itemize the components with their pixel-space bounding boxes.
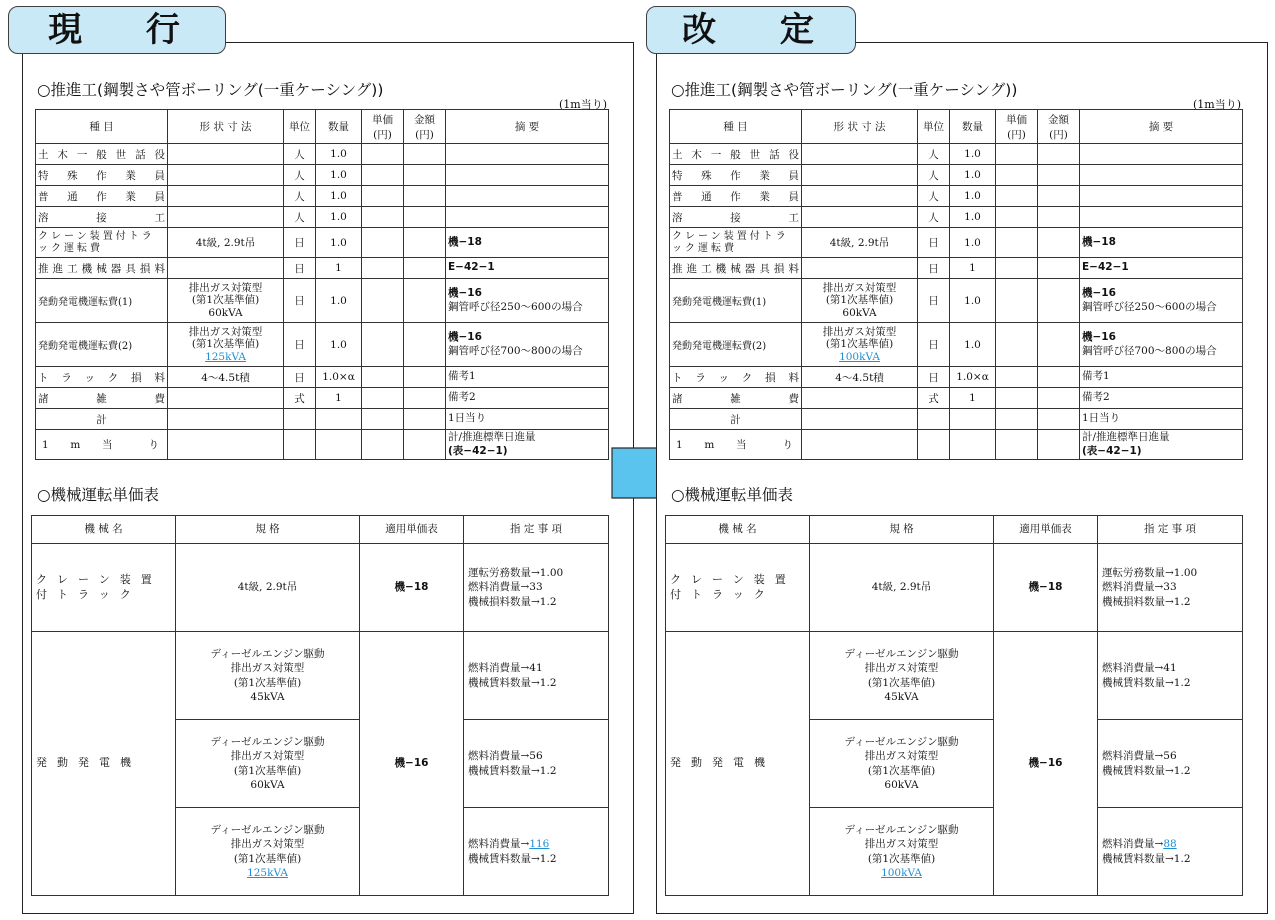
qty: 1.0 [950,279,996,323]
remark-text: 1日当り [1080,409,1243,430]
unit: 日 [284,228,316,258]
machine-name: 発動発電機 [32,632,176,896]
table-row [36,165,609,186]
header-spec: 形 状 寸 法 [168,110,284,144]
spec-line: 60kVA [884,778,919,791]
qty: 1 [950,258,996,279]
remark-text: 1日当り [446,409,609,430]
qty: 1.0 [316,144,362,165]
table-row [36,144,609,165]
machine-name: 発動発電機 [666,632,810,896]
unit: 日 [284,258,316,279]
header-unit: 単位 [918,110,950,144]
item-name: 溶接工 [36,207,168,228]
qty: 1.0 [950,207,996,228]
table-row [670,207,1243,228]
unit: 人 [284,165,316,186]
note: 燃料消費量→33 [468,581,543,594]
cost-table [669,109,1243,460]
unit: 人 [918,207,950,228]
note: 燃料消費量→41 [1102,662,1177,675]
remark-text: 鋼管呼び径250〜600の場合 [1082,300,1217,313]
header-specified: 指 定 事 項 [1098,516,1243,544]
revised-panel [656,42,1268,914]
header-amount: 金額(円) [404,110,446,144]
note: 運転労務数量→1.00 [1102,567,1198,580]
item-name: 計 [670,409,802,430]
section1-title: ○推進工(鋼製さや管ボーリング(一重ケーシング)) [37,81,384,99]
note: 燃料消費量→56 [468,750,543,763]
remark-text: 計/推進標準日進量 [1082,431,1170,444]
header-remark: 摘 要 [446,110,609,144]
spec-line: 排出ガス対策型 [864,838,939,851]
table-row [36,367,609,388]
machine-rate-table [665,515,1243,896]
table-row [32,544,609,632]
remark-text: 備考2 [1080,388,1243,409]
header-unit-price: 単価(円) [362,110,404,144]
unit: 日 [918,323,950,367]
spec-line: (第1次基準値) [825,294,894,307]
unit: 式 [284,388,316,409]
item-name: 特殊作業員 [36,165,168,186]
table-row [36,186,609,207]
note: 運転労務数量→1.00 [468,567,564,580]
note: 機械賃料数量→1.2 [468,852,557,865]
header-specified: 指 定 事 項 [464,516,609,544]
item-name: 推進工機械器具損料 [670,258,802,279]
table-row [36,207,609,228]
qty: 1.0×α [950,367,996,388]
table-row [670,144,1243,165]
note: 機械賃料数量→1.2 [468,676,557,689]
table-row [36,323,609,367]
spec-line: 60kVA [208,306,243,319]
note: 燃料消費量→ [1102,838,1164,851]
qty: 1 [316,388,362,409]
item-name: 諸雑費 [670,388,802,409]
remark-text: 計/推進標準日進量 [448,431,536,444]
spec-line: (第1次基準値) [233,764,302,777]
qty: 1.0×α [316,367,362,388]
item-name: トラック損料 [670,367,802,388]
rate-table-ref: 機−16 [994,632,1098,896]
qty: 1 [950,388,996,409]
unit: 人 [918,144,950,165]
header-spec: 形 状 寸 法 [802,110,918,144]
remark-ref: (表−42−1) [1082,444,1142,457]
header-qty: 数量 [950,110,996,144]
section2-title: ○機械運転単価表 [671,486,794,504]
table-row [32,632,609,720]
table-row [36,388,609,409]
remark-text: 備考1 [1080,367,1243,388]
table-header-row [36,110,609,144]
header-item: 種 目 [670,110,802,144]
spec-line: 45kVA [884,690,919,703]
table-row [670,323,1243,367]
qty: 1.0 [316,323,362,367]
item-name: 発動発電機運転費(1) [670,279,802,323]
machine-name: クレーン装置付トラック [32,544,176,632]
spec-line: (第1次基準値) [825,338,894,351]
spec-line: (第1次基準値) [191,338,260,351]
spec-line: 排出ガス対策型 [822,281,897,294]
spec-line: 排出ガス対策型 [864,750,939,763]
current-panel [22,42,634,914]
item-name: 土木一般世話役 [670,144,802,165]
note: 機械賃料数量→1.2 [1102,676,1191,689]
unit: 日 [284,323,316,367]
spec-line: 排出ガス対策型 [822,325,897,338]
note: 燃料消費量→56 [1102,750,1177,763]
unit: 日 [918,258,950,279]
remark-text: 備考2 [446,388,609,409]
machine-spec: 4t級, 2.9t吊 [176,544,360,632]
unit: 人 [284,207,316,228]
table-row [36,430,609,460]
spec-line: ディーゼルエンジン駆動 [210,824,325,837]
item-name: 土木一般世話役 [36,144,168,165]
note: 燃料消費量→ [468,838,530,851]
table-row [670,388,1243,409]
qty: 1 [316,258,362,279]
unit: 人 [918,165,950,186]
unit: 日 [918,367,950,388]
spec-line: (第1次基準値) [233,852,302,865]
remark-text: 備考1 [446,367,609,388]
changed-capacity-link[interactable]: 125kVA [205,350,246,363]
item-name: 溶接工 [670,207,802,228]
unit: 式 [918,388,950,409]
note: 機械損料数量→1.2 [468,595,557,608]
table-header-row [670,110,1243,144]
qty: 1.0 [316,207,362,228]
changed-capacity-link[interactable]: 125kVA [247,866,288,879]
table-row [670,165,1243,186]
section1-title: ○推進工(鋼製さや管ボーリング(一重ケーシング)) [671,81,1018,99]
header-machine: 機 械 名 [666,516,810,544]
remark-ref: 機−16 [1082,287,1116,300]
remark-ref: 機−16 [448,287,482,300]
changed-fuel-link[interactable]: 88 [1163,838,1177,851]
header-rate-table: 適用単価表 [994,516,1098,544]
remark-ref: (表−42−1) [448,444,508,457]
table-row [36,279,609,323]
table-row [666,632,1243,720]
header-qty: 数量 [316,110,362,144]
item-name: 発動発電機運転費(1) [36,279,168,323]
spec-line: 60kVA [842,306,877,319]
table-row [670,228,1243,258]
note: 機械賃料数量→1.2 [1102,764,1191,777]
header-unit-price: 単価(円) [996,110,1038,144]
unit: 日 [284,367,316,388]
header-remark: 摘 要 [1080,110,1243,144]
remark-text: 鋼管呼び径700〜800の場合 [448,344,583,357]
rate-table-ref: 機−16 [360,632,464,896]
qty: 1.0 [316,279,362,323]
item-name: 計 [36,409,168,430]
table-row [670,430,1243,460]
qty: 1.0 [950,186,996,207]
remark-text: 鋼管呼び径700〜800の場合 [1082,344,1217,357]
qty: 1.0 [316,186,362,207]
note: 燃料消費量→33 [1102,581,1177,594]
table-row [670,186,1243,207]
remark-ref: E−42−1 [448,261,495,274]
spec-line: 排出ガス対策型 [230,838,305,851]
spec-line: (第1次基準値) [191,294,260,307]
remark-ref: E−42−1 [1082,261,1129,274]
table-row [670,258,1243,279]
spec: 4〜4.5t積 [802,367,918,388]
unit: 人 [918,186,950,207]
header-unit: 単位 [284,110,316,144]
spec-line: 排出ガス対策型 [230,750,305,763]
spec: 4t級, 2.9t吊 [802,228,918,258]
note: 機械損料数量→1.2 [1102,595,1191,608]
qty: 1.0 [950,228,996,258]
remark-ref: 機−18 [448,235,482,248]
header-machine: 機 械 名 [32,516,176,544]
item-name: 発動発電機運転費(2) [670,323,802,367]
table-row [36,409,609,430]
table-row [670,367,1243,388]
table-header-row [666,516,1243,544]
spec-line: 排出ガス対策型 [230,662,305,675]
item-name: クレーン装置付トラック運転費 [36,228,168,258]
spec-line: ディーゼルエンジン駆動 [210,736,325,749]
item-name: 推進工機械器具損料 [36,258,168,279]
item-name: 普通作業員 [36,186,168,207]
spec-line: ディーゼルエンジン駆動 [844,648,959,661]
spec-line: 45kVA [250,690,285,703]
changed-fuel-link[interactable]: 116 [529,838,550,851]
machine-name: クレーン装置付トラック [666,544,810,632]
spec-line: 排出ガス対策型 [188,325,263,338]
unit: 日 [918,279,950,323]
unit: 日 [918,228,950,258]
spec-line: ディーゼルエンジン駆動 [844,736,959,749]
header-standard: 規 格 [810,516,994,544]
item-name: トラック損料 [36,367,168,388]
table-row [36,258,609,279]
header-standard: 規 格 [176,516,360,544]
unit-note: (1m当り) [558,98,607,111]
table-row [36,228,609,258]
unit: 人 [284,144,316,165]
table-row [670,409,1243,430]
table-header-row [32,516,609,544]
qty: 1.0 [316,228,362,258]
header-item: 種 目 [36,110,168,144]
unit: 日 [284,279,316,323]
qty: 1.0 [316,165,362,186]
current-tab-label: 現 行 [8,6,226,54]
qty: 1.0 [950,165,996,186]
machine-rate-table [31,515,609,896]
item-name: クレーン装置付トラック運転費 [670,228,802,258]
remark-ref: 機−18 [1082,235,1116,248]
remark-ref: 機−16 [448,331,482,344]
remark-text: 鋼管呼び径250〜600の場合 [448,300,583,313]
spec-line: ディーゼルエンジン駆動 [210,648,325,661]
item-name: 諸雑費 [36,388,168,409]
section2-title: ○機械運転単価表 [37,486,160,504]
note: 機械賃料数量→1.2 [1102,852,1191,865]
changed-capacity-link[interactable]: 100kVA [839,350,880,363]
unit: 人 [284,186,316,207]
spec-line: 排出ガス対策型 [864,662,939,675]
qty: 1.0 [950,144,996,165]
changed-capacity-link[interactable]: 100kVA [881,866,922,879]
item-name: 1 m 当 り [670,430,802,460]
spec-line: ディーゼルエンジン駆動 [844,824,959,837]
table-row [670,279,1243,323]
spec-line: 排出ガス対策型 [188,281,263,294]
item-name: 発動発電機運転費(2) [36,323,168,367]
spec-line: 60kVA [250,778,285,791]
table-row [666,544,1243,632]
spec-line: (第1次基準値) [867,676,936,689]
rate-table-ref: 機−18 [994,544,1098,632]
note: 機械賃料数量→1.2 [468,764,557,777]
remark-ref: 機−16 [1082,331,1116,344]
cost-table [35,109,609,460]
unit-note: (1m当り) [1192,98,1241,111]
qty: 1.0 [950,323,996,367]
rate-table-ref: 機−18 [360,544,464,632]
header-rate-table: 適用単価表 [360,516,464,544]
spec: 4t級, 2.9t吊 [168,228,284,258]
machine-spec: 4t級, 2.9t吊 [810,544,994,632]
revised-tab-label: 改 定 [646,6,856,54]
item-name: 普通作業員 [670,186,802,207]
item-name: 特殊作業員 [670,165,802,186]
note: 燃料消費量→41 [468,662,543,675]
spec-line: (第1次基準値) [867,852,936,865]
item-name: 1 m 当 り [36,430,168,460]
spec: 4〜4.5t積 [168,367,284,388]
spec-line: (第1次基準値) [233,676,302,689]
spec-line: (第1次基準値) [867,764,936,777]
header-amount: 金額(円) [1038,110,1080,144]
